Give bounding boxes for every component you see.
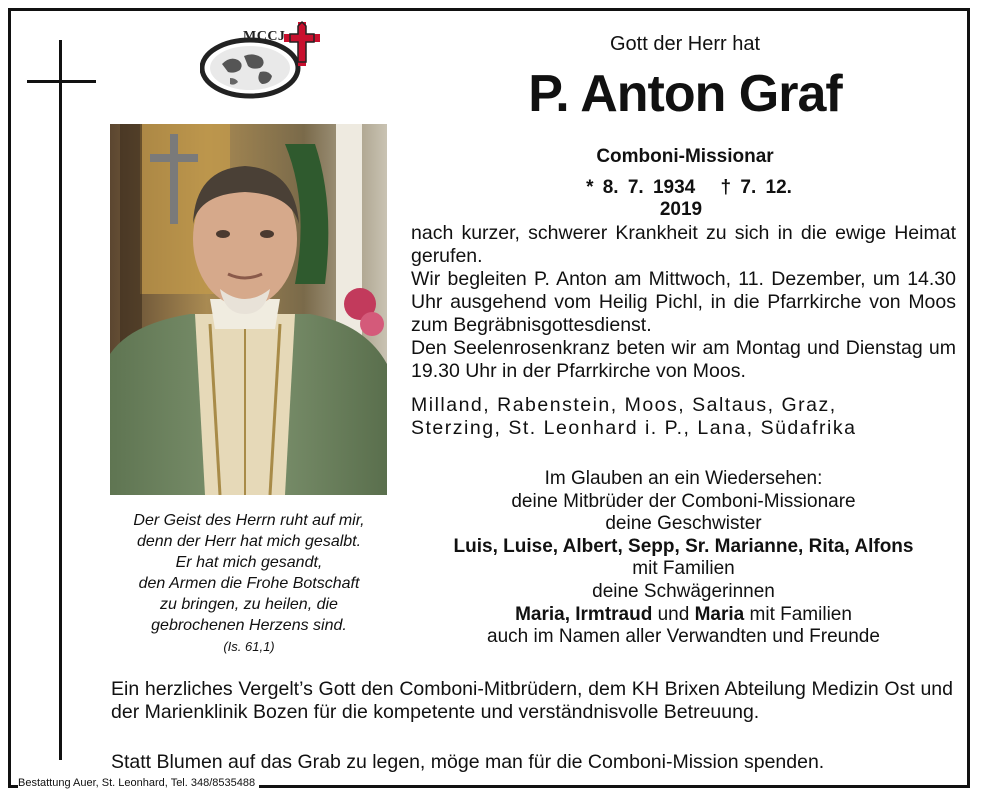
quote-line: zu bringen, zu heilen, die: [160, 596, 338, 613]
quote-line: Der Geist des Herrn ruht auf mir,: [133, 512, 365, 529]
with-families: mit Familien: [632, 558, 735, 580]
thanks-text: [111, 678, 953, 724]
mourners-brothers: deine Mitbrüder der Comboni-Missionare: [511, 490, 856, 512]
quote-line: gebrochenen Herzens sind.: [151, 617, 347, 634]
places-line: Milland, Rabenstein, Moos, Saltaus, Graz,: [411, 394, 837, 416]
cross-icon: [59, 40, 62, 760]
bible-quote: [108, 510, 390, 657]
birth-date: * 8. 7. 1934: [586, 177, 696, 198]
header-intro: Gott der Herr hat: [609, 33, 761, 55]
mourners-intro: Im Glauben an ein Wiedersehen:: [544, 468, 823, 489]
inlaws-line: [411, 604, 956, 627]
quote-line: Er hat mich gesandt,: [175, 554, 323, 571]
logo-text: MCCJ: [243, 29, 286, 44]
undertaker-info: Bestattung Auer, St. Leonhard, Tel. 348/8535488: [18, 777, 259, 789]
announcement-paragraph: Wir begleiten P. Anton am Mittwoch, 11. Dezember, um 14.30 Uhr ausgehend vom Heilig Pichl, in die Pfarrkirche von Moos zum Begräbnisgottesdienst.: [411, 268, 956, 336]
siblings-label: deine Geschwister: [605, 513, 762, 535]
places-line: Sterzing, St. Leonhard i. P., Lana, Südafrika: [411, 417, 857, 439]
quote-line: den Armen die Frohe Botschaft: [138, 575, 360, 592]
thanks-paragraph: Ein herzliches Vergelt’s Gott den Comboni-Mitbrüdern, dem KH Brixen Abteilung Medizin Ost und der Marienklinik Bozen für die kompetente und verständnisvolle Betreuung.: [111, 678, 953, 723]
inlaws-names: Maria, Irmtraud: [515, 603, 653, 625]
flowers-note: Statt Blumen auf das Grab zu legen, möge man für die Comboni-Mission spenden.: [111, 751, 825, 773]
quote-line: denn der Herr hat mich gesalbt.: [136, 533, 362, 550]
subtitle: Comboni-Missionar: [596, 146, 774, 167]
inlaws-families: mit Familien: [749, 603, 852, 625]
life-dates: [560, 177, 810, 221]
portrait-photo: [110, 124, 387, 495]
deceased-name: P. Anton Graf: [528, 65, 842, 123]
announcement-text: [411, 222, 956, 383]
announcement-paragraph: nach kurzer, schwerer Krankheit zu sich in die ewige Heimat gerufen.: [411, 222, 956, 267]
inlaws-name-maria: Maria: [694, 603, 745, 625]
mourners-block: [411, 468, 956, 649]
relatives-line: auch im Namen aller Verwandten und Freunde: [487, 626, 880, 648]
cross-icon-bar: [27, 80, 96, 83]
quote-reference: (Is. 61,1): [223, 639, 275, 654]
inlaws-and: und: [657, 603, 690, 625]
inlaws-label: deine Schwägerinnen: [592, 580, 775, 602]
siblings-names: Luis, Luise, Albert, Sepp, Sr. Marianne, Rita, Alfons: [453, 535, 914, 557]
announcement-paragraph: Den Seelenrosenkranz beten wir am Montag und Dienstag um 19.30 Uhr in der Pfarrkirche von Moos.: [411, 337, 956, 382]
places-list: [411, 394, 956, 440]
death-date: † 7. 12. 2019: [659, 177, 792, 220]
